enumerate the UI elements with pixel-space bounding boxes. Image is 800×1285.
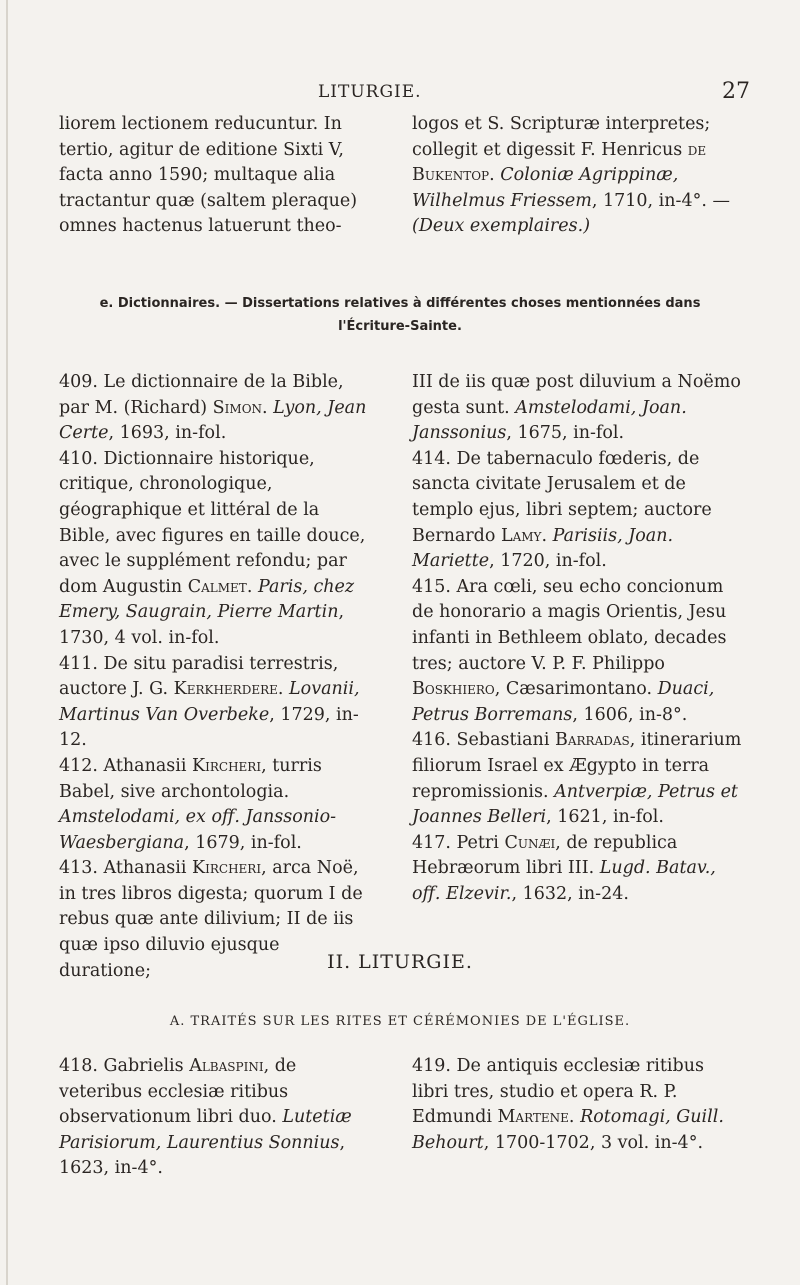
top-left-column bbox=[59, 112, 375, 240]
part-title: II. LITURGIE. bbox=[327, 951, 473, 973]
entry-414: 414. De tabernaculo fœderis, de sancta civitate Jerusalem et de templo ejus, libri septem; auctore Bernardo Lamy. Parisiis, Joan. Mariette, 1720, in-fol. bbox=[412, 448, 712, 572]
continued-text: liorem lectionem reducuntur. In tertio, agitur de editione Sixti V, facta anno 1590; multaque alia tractantur quæ (saltem pleraque) omnes hactenus latuerunt theo- bbox=[59, 114, 358, 237]
entry-412: 412. Athanasii Kircheri, turris Babel, sive archontologia. Amstelodami, ex off. Janssonio-Waesbergiana, 1679, in-fol. bbox=[59, 755, 337, 853]
top-right-column bbox=[412, 112, 742, 240]
page-fold bbox=[6, 0, 8, 1285]
continued-entry: logos et S. Scripturæ interpretes; collegit et digessit F. Henricus de Bukentop. Coloniæ Agrippinæ, Wilhelmus Friessem, 1710, in-4°. — (Deux exemplaires.) bbox=[412, 114, 730, 237]
entry-419: 419. De antiquis ecclesiæ ritibus libri tres, studio et opera R. P. Edmundi Martene. Rotomagi, Guill. Behourt, 1700-1702, 3 vol. in-4°. bbox=[412, 1056, 724, 1153]
entry-410: 410. Dictionnaire historique, critique, chronologique, géographique et littéral de la Bible, avec figures en taille douce, avec le supplément refondu; par dom Augustin Calmet. Paris, chez Emery, Saugrain, Pierre Martin, 1730, 4 vol. in-fol. bbox=[59, 448, 366, 648]
bottom-left-column bbox=[59, 1054, 375, 1182]
page-header bbox=[0, 79, 800, 108]
entry-411: 411. De situ paradisi terrestris, auctore J. G. Kerkherdere. Lovanii, Martinus Van Overbeke, 1729, in-12. bbox=[59, 653, 360, 751]
bottom-right-column bbox=[412, 1054, 742, 1156]
sub-heading: A. TRAITÉS SUR LES RITES ET CÉRÉMONIES DE L'ÉGLISE. bbox=[169, 1014, 631, 1029]
entry-417: 417. Petri Cunæi, de republica Hebræorum libri III. Lugd. Batav., off. Elzevir., 1632, in-24. bbox=[412, 832, 716, 904]
entry-413: 413. Athanasii Kircheri, arca Noë, in tres libros digesta; quorum I de rebus quæ ante dilivium; II de iis quæ ipso diluvio ejusque duratione; bbox=[59, 858, 363, 981]
page-number: 27 bbox=[722, 79, 750, 104]
entry-418: 418. Gabrielis Albaspini, de veteribus ecclesiæ ritibus observationum libri duo. Lutetiæ Parisiorum, Laurentius Sonnius, 1623, in-4°. bbox=[59, 1056, 352, 1179]
entry-409: 409. Le dictionnaire de la Bible, par M. (Richard) Simon. Lyon, Jean Certe, 1693, in-fol. bbox=[59, 372, 367, 444]
entry-415: 415. Ara cœli, seu echo concionum de honorario a magis Orientis, Jesu infanti in Bethleem oblato, decades tres; auctore V. P. F. Philippo Boskhiero, Cæsarimontano. Duaci, Petrus Borremans, 1606, in-8°. bbox=[412, 576, 727, 725]
entries-right-column bbox=[412, 370, 742, 907]
running-title: LITURGIE. bbox=[318, 82, 422, 102]
entry-416: 416. Sebastiani Barradas, itinerarium filiorum Israel ex Ægypto in terra repromissionis. Antverpiæ, Petrus et Joannes Belleri, 1621, in-fol. bbox=[412, 730, 742, 828]
entry-413-continued: III de iis quæ post diluvium a Noëmo gesta sunt. Amstelodami, Joan. Janssonius, 1675, in-fol. bbox=[412, 372, 741, 444]
section-heading bbox=[50, 292, 750, 338]
section-heading-line-1: e. Dictionnaires. — Dissertations relatives à différentes choses mentionnées dans bbox=[99, 296, 701, 311]
section-heading-line-2: l'Écriture-Sainte. bbox=[338, 319, 462, 334]
entries-left-column bbox=[59, 370, 375, 984]
